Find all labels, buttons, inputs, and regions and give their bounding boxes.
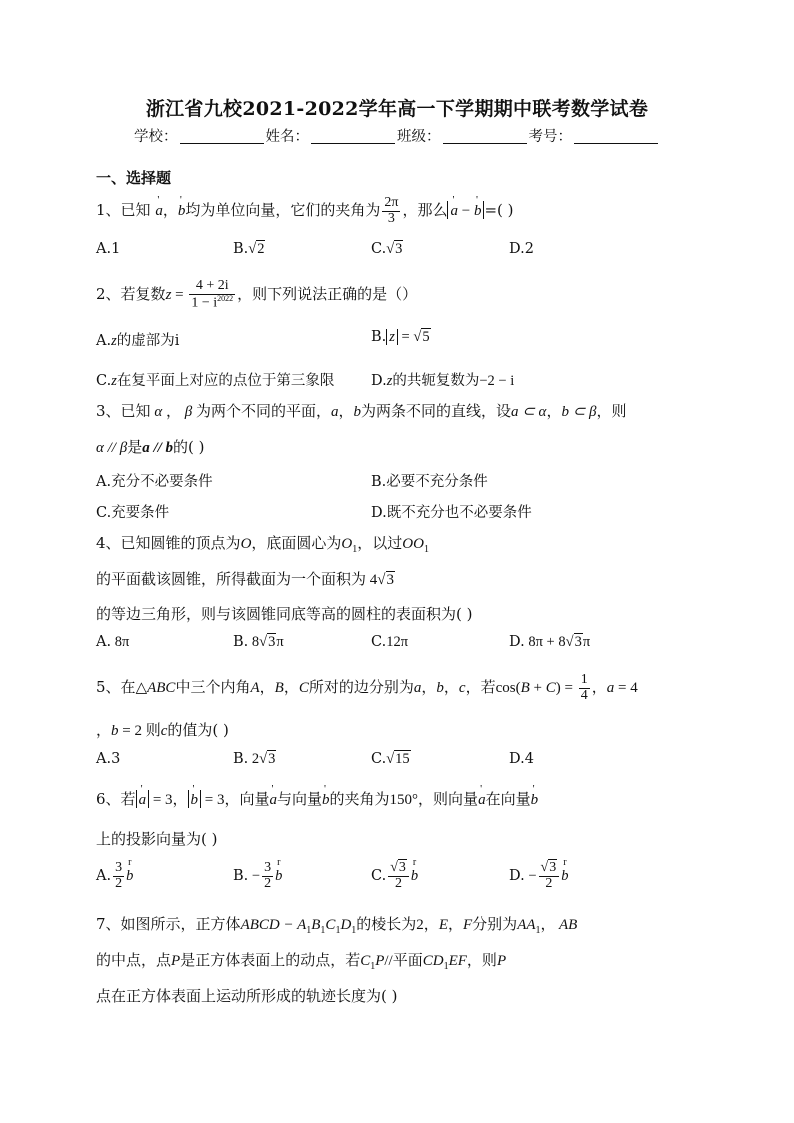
name-label: 姓名： — [265, 129, 309, 145]
q3-option-b[interactable]: B.必要不充分条件 — [371, 474, 488, 490]
section-heading: 一、选择题 — [96, 169, 172, 187]
q4-option-d[interactable]: D. 8π + 8√3π — [509, 634, 591, 650]
question-5-cont: ，b = 2 则c的值为( ) — [96, 721, 229, 739]
school-blank[interactable] — [180, 129, 264, 144]
question-7: 7、如图所示，正方体ABCD − $A_1B_1C_1D_1$的棱长为2，E，F分别为$AA_1$， AB — [96, 915, 578, 936]
q4-option-c[interactable]: C.12π — [371, 634, 409, 650]
question-7-cont2: 点在正方体表面上运动所形成的轨迹长度为( ) — [96, 987, 398, 1005]
q1-option-c[interactable]: C.√3 — [371, 241, 403, 257]
q6-option-d[interactable]: D. − $\frac{√3}{2}$ r b — [509, 861, 568, 891]
question-6-cont: 上的投影向量为( ) — [96, 830, 218, 848]
question-4-cont: 的平面截该圆锥，所得截面为一个面积为 4√3 — [96, 570, 394, 588]
q2-option-d[interactable]: D.z的共轭复数为−2 − i — [371, 373, 515, 389]
q1-number: 1、 — [96, 201, 121, 220]
question-3-cont: α // β是a // b的( ) — [96, 438, 205, 456]
class-label: 班级： — [397, 129, 441, 145]
q5-option-a[interactable]: A.3 — [96, 751, 121, 767]
q2-option-b[interactable]: B. z = √5 — [371, 329, 430, 345]
q3-option-a[interactable]: A.充分不必要条件 — [96, 474, 213, 490]
q3-option-d[interactable]: D.既不充分也不必要条件 — [371, 505, 532, 521]
q5-option-b[interactable]: B. 2√3 — [233, 751, 276, 767]
q1-option-a[interactable]: A.1 — [96, 241, 121, 257]
q1-option-b[interactable]: B.√2 — [233, 241, 265, 257]
q1-option-d[interactable]: D.2 — [509, 241, 534, 257]
question-6: 6、若' a = 3，' b = 3，向量' a与向量' b的夹角为150°，则向量' a在向量' b — [96, 788, 538, 809]
q5-option-d[interactable]: D.4 — [509, 751, 534, 767]
q6-option-b[interactable]: B. − $\frac{3}{2}$ r b — [233, 861, 282, 891]
question-2: 2、若复数z = $\frac{4 + 2i}{1 - i^{2022}}$ ，则下列说法正确的是（） — [96, 278, 418, 311]
exam-no-label: 考号： — [528, 129, 572, 145]
question-7-cont: 的中点，点P是正方体表面上的动点，若$C_1P//$平面$CD_1EF$，则P — [96, 951, 507, 972]
class-blank[interactable] — [443, 129, 527, 144]
q5-option-c[interactable]: C.√15 — [371, 751, 410, 767]
student-info-line — [0, 125, 794, 146]
exam-title: 浙江省九校2021-2022学年高一下学期期中联考数学试卷 — [145, 98, 649, 120]
q3-option-c[interactable]: C.充要条件 — [96, 505, 170, 521]
question-1: 1、已知 ' a，' b均为单位向量，它们的夹角为 $\frac{2\pi}{3}$ ，那么' a − ' b =( ) — [96, 196, 513, 226]
question-3: 3、已知 α ， β 为两个不同的平面，a，b为两条不同的直线，设a ⊂ α，b ⊂ β，则 — [96, 402, 627, 420]
q6-option-c[interactable]: C. $\frac{√3}{2}$ r b — [371, 861, 418, 891]
school-label: 学校： — [134, 129, 178, 145]
name-blank[interactable] — [311, 129, 395, 144]
question-4-cont2: 的等边三角形，则与该圆锥同底等高的圆柱的表面积为( ) — [96, 605, 473, 623]
question-4: 4、已知圆锥的顶点为O，底面圆心为$O_1$，以过$OO_1$ — [96, 534, 429, 555]
q4-option-b[interactable]: B. 8√3π — [233, 634, 284, 650]
q2-option-c[interactable]: C.z在复平面上对应的点位于第三象限 — [96, 373, 335, 389]
q1-text: 已知 — [120, 201, 151, 220]
q6-option-a[interactable]: A. $\frac{3}{2}$ r b — [96, 861, 133, 891]
exam-no-blank[interactable] — [574, 129, 658, 144]
q2-option-a[interactable]: A.z的虚部为i — [96, 333, 180, 349]
question-5: 5、在△ABC中三个内角A，B，C所对的边分别为a，b，c，若cos(B + C) = $\frac{1}{4}$ ，a = 4 — [96, 672, 638, 703]
q4-option-a[interactable]: A. 8π — [96, 634, 130, 650]
